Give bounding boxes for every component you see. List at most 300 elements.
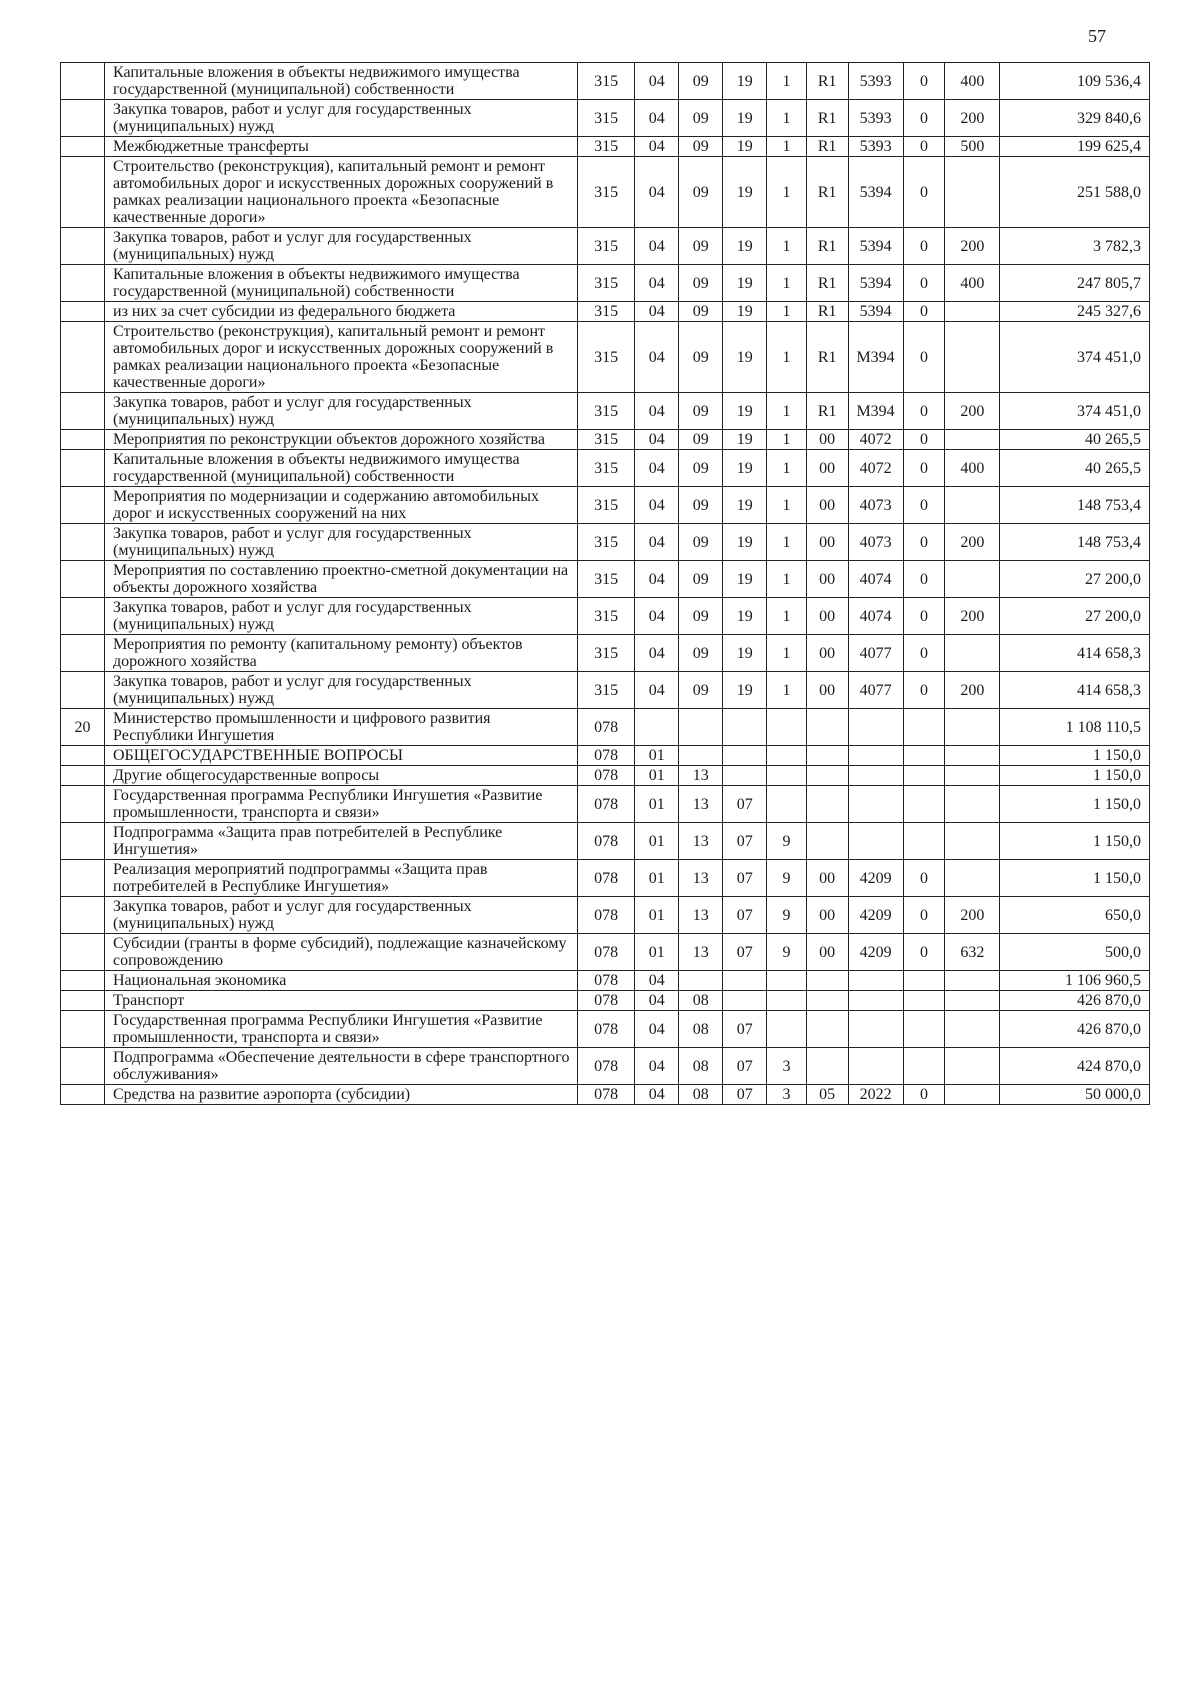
activity-code-cell xyxy=(806,1011,848,1048)
program-code-cell: 19 xyxy=(723,393,767,430)
subprogram-code-cell xyxy=(767,991,807,1011)
subsection-code-cell xyxy=(679,709,723,746)
expense-type-cell: 200 xyxy=(945,228,1000,265)
section-code-cell: 01 xyxy=(635,823,679,860)
amount-cell: 27 200,0 xyxy=(1000,561,1150,598)
expense-type-cell xyxy=(945,302,1000,322)
ministry-code-cell: 315 xyxy=(578,265,635,302)
table-row xyxy=(61,393,1150,430)
expense-type-cell: 632 xyxy=(945,934,1000,971)
subprogram-code-cell: 3 xyxy=(767,1085,807,1105)
ministry-code-cell: 078 xyxy=(578,746,635,766)
table-row xyxy=(61,63,1150,100)
item-name-cell: Межбюджетные трансферты xyxy=(105,137,578,157)
subprogram-code-cell: 9 xyxy=(767,934,807,971)
section-code-cell: 04 xyxy=(635,157,679,228)
item-name-cell: Закупка товаров, работ и услуг для государственных (муниципальных) нужд xyxy=(105,393,578,430)
row-number-cell xyxy=(61,393,105,430)
subsection-code-cell: 09 xyxy=(679,322,723,393)
subsection-code-cell: 13 xyxy=(679,786,723,823)
section-code-cell: 04 xyxy=(635,265,679,302)
activity-code-cell: R1 xyxy=(806,137,848,157)
item-name-cell: Строительство (реконструкция), капитальный ремонт и ремонт автомобильных дорог и искусственных дорожных сооружений в рамках реализации национального проекта «Безопасные качественные дороги» xyxy=(105,157,578,228)
program-code-cell: 07 xyxy=(723,897,767,934)
subsection-code-cell: 08 xyxy=(679,1011,723,1048)
direction-code-cell xyxy=(848,991,903,1011)
program-code-cell xyxy=(723,971,767,991)
program-code-cell: 19 xyxy=(723,430,767,450)
row-number-cell xyxy=(61,746,105,766)
subsection-code-cell: 08 xyxy=(679,1085,723,1105)
item-name-cell: Реализация мероприятий подпрограммы «Защита прав потребителей в Республике Ингушетия» xyxy=(105,860,578,897)
table-row xyxy=(61,450,1150,487)
direction-code-cell: M394 xyxy=(848,322,903,393)
table-row xyxy=(61,100,1150,137)
ministry-code-cell: 078 xyxy=(578,786,635,823)
amount-cell: 426 870,0 xyxy=(1000,991,1150,1011)
program-code-cell: 19 xyxy=(723,635,767,672)
row-number-cell: 20 xyxy=(61,709,105,746)
row-number-cell xyxy=(61,487,105,524)
ministry-code-cell: 315 xyxy=(578,561,635,598)
extra-code-cell: 0 xyxy=(903,137,945,157)
expense-type-cell: 200 xyxy=(945,524,1000,561)
section-code-cell: 04 xyxy=(635,450,679,487)
page-number: 57 xyxy=(1088,26,1106,46)
program-code-cell: 19 xyxy=(723,63,767,100)
amount-cell: 40 265,5 xyxy=(1000,450,1150,487)
extra-code-cell: 0 xyxy=(903,228,945,265)
direction-code-cell: 4072 xyxy=(848,430,903,450)
activity-code-cell xyxy=(806,786,848,823)
program-code-cell: 07 xyxy=(723,934,767,971)
item-name-cell: Мероприятия по ремонту (капитальному ремонту) объектов дорожного хозяйства xyxy=(105,635,578,672)
item-name-cell: Субсидии (гранты в форме субсидий), подлежащие казначейскому сопровождению xyxy=(105,934,578,971)
row-number-cell xyxy=(61,971,105,991)
item-name-cell: Подпрограмма «Обеспечение деятельности в сфере транспортного обслуживания» xyxy=(105,1048,578,1085)
expense-type-cell xyxy=(945,971,1000,991)
amount-cell: 50 000,0 xyxy=(1000,1085,1150,1105)
subprogram-code-cell: 1 xyxy=(767,228,807,265)
extra-code-cell: 0 xyxy=(903,860,945,897)
table-row xyxy=(61,302,1150,322)
row-number-cell xyxy=(61,265,105,302)
expense-type-cell: 200 xyxy=(945,672,1000,709)
section-code-cell xyxy=(635,709,679,746)
subsection-code-cell: 13 xyxy=(679,766,723,786)
expense-type-cell xyxy=(945,487,1000,524)
row-number-cell xyxy=(61,934,105,971)
ministry-code-cell: 315 xyxy=(578,598,635,635)
direction-code-cell: 5393 xyxy=(848,137,903,157)
table-row xyxy=(61,766,1150,786)
subprogram-code-cell: 9 xyxy=(767,860,807,897)
section-code-cell: 04 xyxy=(635,1085,679,1105)
table-row xyxy=(61,430,1150,450)
extra-code-cell: 0 xyxy=(903,635,945,672)
row-number-cell xyxy=(61,823,105,860)
amount-cell: 1 150,0 xyxy=(1000,746,1150,766)
table-row xyxy=(61,635,1150,672)
item-name-cell: Мероприятия по модернизации и содержанию автомобильных дорог и искусственных сооружений на них xyxy=(105,487,578,524)
amount-cell: 40 265,5 xyxy=(1000,430,1150,450)
ministry-code-cell: 078 xyxy=(578,766,635,786)
expense-type-cell: 200 xyxy=(945,897,1000,934)
subsection-code-cell: 09 xyxy=(679,157,723,228)
subsection-code-cell xyxy=(679,746,723,766)
subprogram-code-cell: 1 xyxy=(767,430,807,450)
expense-type-cell xyxy=(945,1048,1000,1085)
program-code-cell: 19 xyxy=(723,598,767,635)
row-number-cell xyxy=(61,598,105,635)
extra-code-cell: 0 xyxy=(903,100,945,137)
ministry-code-cell: 315 xyxy=(578,228,635,265)
section-code-cell: 04 xyxy=(635,100,679,137)
item-name-cell: Строительство (реконструкция), капитальный ремонт и ремонт автомобильных дорог и искусственных дорожных сооружений в рамках реализации национального проекта «Безопасные качественные дороги» xyxy=(105,322,578,393)
extra-code-cell xyxy=(903,786,945,823)
direction-code-cell xyxy=(848,746,903,766)
direction-code-cell: 4077 xyxy=(848,635,903,672)
subprogram-code-cell: 1 xyxy=(767,598,807,635)
extra-code-cell: 0 xyxy=(903,1085,945,1105)
subsection-code-cell: 13 xyxy=(679,897,723,934)
expense-type-cell: 500 xyxy=(945,137,1000,157)
extra-code-cell xyxy=(903,971,945,991)
direction-code-cell: 4209 xyxy=(848,934,903,971)
activity-code-cell: R1 xyxy=(806,157,848,228)
row-number-cell xyxy=(61,1048,105,1085)
row-number-cell xyxy=(61,63,105,100)
item-name-cell: Государственная программа Республики Ингушетия «Развитие промышленности, транспорта и связи» xyxy=(105,786,578,823)
section-code-cell: 04 xyxy=(635,1048,679,1085)
direction-code-cell xyxy=(848,1011,903,1048)
item-name-cell: Капитальные вложения в объекты недвижимого имущества государственной (муниципальной) собственности xyxy=(105,450,578,487)
direction-code-cell xyxy=(848,786,903,823)
direction-code-cell xyxy=(848,823,903,860)
expense-type-cell xyxy=(945,786,1000,823)
table-row xyxy=(61,322,1150,393)
ministry-code-cell: 315 xyxy=(578,635,635,672)
item-name-cell: Другие общегосударственные вопросы xyxy=(105,766,578,786)
ministry-code-cell: 315 xyxy=(578,63,635,100)
section-code-cell: 01 xyxy=(635,766,679,786)
section-code-cell: 04 xyxy=(635,672,679,709)
row-number-cell xyxy=(61,897,105,934)
row-number-cell xyxy=(61,786,105,823)
subsection-code-cell: 13 xyxy=(679,934,723,971)
direction-code-cell: 5394 xyxy=(848,302,903,322)
program-code-cell: 19 xyxy=(723,561,767,598)
expense-type-cell: 200 xyxy=(945,598,1000,635)
subprogram-code-cell: 9 xyxy=(767,823,807,860)
row-number-cell xyxy=(61,322,105,393)
section-code-cell: 04 xyxy=(635,228,679,265)
section-code-cell: 04 xyxy=(635,598,679,635)
item-name-cell: Транспорт xyxy=(105,991,578,1011)
activity-code-cell: R1 xyxy=(806,322,848,393)
item-name-cell: из них за счет субсидии из федерального бюджета xyxy=(105,302,578,322)
direction-code-cell: 5394 xyxy=(848,157,903,228)
direction-code-cell: M394 xyxy=(848,393,903,430)
subsection-code-cell: 09 xyxy=(679,598,723,635)
table-row xyxy=(61,709,1150,746)
amount-cell: 374 451,0 xyxy=(1000,393,1150,430)
subsection-code-cell: 09 xyxy=(679,228,723,265)
extra-code-cell: 0 xyxy=(903,450,945,487)
expense-type-cell xyxy=(945,561,1000,598)
subprogram-code-cell xyxy=(767,786,807,823)
subprogram-code-cell: 1 xyxy=(767,63,807,100)
amount-cell: 1 106 960,5 xyxy=(1000,971,1150,991)
program-code-cell: 19 xyxy=(723,137,767,157)
ministry-code-cell: 078 xyxy=(578,897,635,934)
activity-code-cell xyxy=(806,823,848,860)
extra-code-cell xyxy=(903,709,945,746)
subprogram-code-cell: 1 xyxy=(767,635,807,672)
item-name-cell: Закупка товаров, работ и услуг для государственных (муниципальных) нужд xyxy=(105,598,578,635)
program-code-cell: 19 xyxy=(723,100,767,137)
activity-code-cell: 00 xyxy=(806,672,848,709)
program-code-cell: 19 xyxy=(723,228,767,265)
program-code-cell xyxy=(723,991,767,1011)
table-row xyxy=(61,672,1150,709)
subprogram-code-cell xyxy=(767,1011,807,1048)
ministry-code-cell: 315 xyxy=(578,393,635,430)
program-code-cell: 19 xyxy=(723,672,767,709)
amount-cell: 650,0 xyxy=(1000,897,1150,934)
extra-code-cell: 0 xyxy=(903,672,945,709)
expense-type-cell xyxy=(945,746,1000,766)
program-code-cell xyxy=(723,766,767,786)
activity-code-cell xyxy=(806,971,848,991)
activity-code-cell: 00 xyxy=(806,561,848,598)
ministry-code-cell: 315 xyxy=(578,157,635,228)
expense-type-cell xyxy=(945,860,1000,897)
extra-code-cell: 0 xyxy=(903,487,945,524)
table-row xyxy=(61,860,1150,897)
row-number-cell xyxy=(61,137,105,157)
extra-code-cell xyxy=(903,766,945,786)
direction-code-cell: 5394 xyxy=(848,265,903,302)
direction-code-cell xyxy=(848,709,903,746)
row-number-cell xyxy=(61,100,105,137)
program-code-cell: 19 xyxy=(723,450,767,487)
activity-code-cell xyxy=(806,766,848,786)
activity-code-cell xyxy=(806,746,848,766)
ministry-code-cell: 315 xyxy=(578,302,635,322)
subprogram-code-cell xyxy=(767,971,807,991)
direction-code-cell xyxy=(848,766,903,786)
subprogram-code-cell: 1 xyxy=(767,524,807,561)
subprogram-code-cell: 1 xyxy=(767,322,807,393)
extra-code-cell: 0 xyxy=(903,561,945,598)
subsection-code-cell: 13 xyxy=(679,860,723,897)
item-name-cell: Капитальные вложения в объекты недвижимого имущества государственной (муниципальной) собственности xyxy=(105,63,578,100)
section-code-cell: 04 xyxy=(635,635,679,672)
program-code-cell xyxy=(723,746,767,766)
ministry-code-cell: 078 xyxy=(578,1085,635,1105)
extra-code-cell xyxy=(903,823,945,860)
expense-type-cell: 400 xyxy=(945,63,1000,100)
program-code-cell: 19 xyxy=(723,524,767,561)
program-code-cell: 07 xyxy=(723,860,767,897)
direction-code-cell: 2022 xyxy=(848,1085,903,1105)
activity-code-cell: R1 xyxy=(806,100,848,137)
extra-code-cell xyxy=(903,991,945,1011)
amount-cell: 148 753,4 xyxy=(1000,524,1150,561)
program-code-cell: 19 xyxy=(723,302,767,322)
table-row xyxy=(61,524,1150,561)
amount-cell: 1 150,0 xyxy=(1000,766,1150,786)
expense-type-cell xyxy=(945,1011,1000,1048)
subprogram-code-cell xyxy=(767,746,807,766)
item-name-cell: ОБЩЕГОСУДАРСТВЕННЫЕ ВОПРОСЫ xyxy=(105,746,578,766)
subprogram-code-cell: 1 xyxy=(767,450,807,487)
section-code-cell: 04 xyxy=(635,561,679,598)
amount-cell: 3 782,3 xyxy=(1000,228,1150,265)
expense-type-cell xyxy=(945,1085,1000,1105)
program-code-cell: 07 xyxy=(723,786,767,823)
activity-code-cell: 00 xyxy=(806,635,848,672)
subsection-code-cell: 09 xyxy=(679,302,723,322)
item-name-cell: Закупка товаров, работ и услуг для государственных (муниципальных) нужд xyxy=(105,672,578,709)
row-number-cell xyxy=(61,450,105,487)
extra-code-cell: 0 xyxy=(903,897,945,934)
activity-code-cell: 05 xyxy=(806,1085,848,1105)
amount-cell: 251 588,0 xyxy=(1000,157,1150,228)
section-code-cell: 04 xyxy=(635,393,679,430)
expense-type-cell: 200 xyxy=(945,393,1000,430)
amount-cell: 1 150,0 xyxy=(1000,860,1150,897)
item-name-cell: Подпрограмма «Защита прав потребителей в Республике Ингушетия» xyxy=(105,823,578,860)
extra-code-cell xyxy=(903,1011,945,1048)
table-row xyxy=(61,971,1150,991)
activity-code-cell: 00 xyxy=(806,524,848,561)
expense-type-cell xyxy=(945,709,1000,746)
section-code-cell: 04 xyxy=(635,487,679,524)
direction-code-cell: 4074 xyxy=(848,598,903,635)
extra-code-cell: 0 xyxy=(903,157,945,228)
item-name-cell: Мероприятия по составлению проектно-сметной документации на объекты дорожного хозяйства xyxy=(105,561,578,598)
subsection-code-cell xyxy=(679,971,723,991)
extra-code-cell: 0 xyxy=(903,63,945,100)
subsection-code-cell: 09 xyxy=(679,393,723,430)
expense-type-cell xyxy=(945,991,1000,1011)
ministry-code-cell: 078 xyxy=(578,991,635,1011)
item-name-cell: Государственная программа Республики Ингушетия «Развитие промышленности, транспорта и связи» xyxy=(105,1011,578,1048)
table-row xyxy=(61,897,1150,934)
extra-code-cell: 0 xyxy=(903,393,945,430)
program-code-cell xyxy=(723,709,767,746)
ministry-code-cell: 078 xyxy=(578,1048,635,1085)
direction-code-cell: 4209 xyxy=(848,860,903,897)
direction-code-cell: 5393 xyxy=(848,100,903,137)
subprogram-code-cell: 1 xyxy=(767,302,807,322)
activity-code-cell xyxy=(806,709,848,746)
direction-code-cell: 4073 xyxy=(848,487,903,524)
row-number-cell xyxy=(61,1085,105,1105)
activity-code-cell: 00 xyxy=(806,430,848,450)
amount-cell: 247 805,7 xyxy=(1000,265,1150,302)
table-row xyxy=(61,561,1150,598)
table-row xyxy=(61,157,1150,228)
row-number-cell xyxy=(61,430,105,450)
amount-cell: 374 451,0 xyxy=(1000,322,1150,393)
subsection-code-cell: 09 xyxy=(679,561,723,598)
ministry-code-cell: 315 xyxy=(578,487,635,524)
item-name-cell: Закупка товаров, работ и услуг для государственных (муниципальных) нужд xyxy=(105,100,578,137)
item-name-cell: Закупка товаров, работ и услуг для государственных (муниципальных) нужд xyxy=(105,897,578,934)
subprogram-code-cell: 1 xyxy=(767,137,807,157)
activity-code-cell: R1 xyxy=(806,63,848,100)
activity-code-cell: 00 xyxy=(806,487,848,524)
amount-cell: 500,0 xyxy=(1000,934,1150,971)
amount-cell: 1 150,0 xyxy=(1000,823,1150,860)
program-code-cell: 07 xyxy=(723,1048,767,1085)
table-row xyxy=(61,265,1150,302)
ministry-code-cell: 078 xyxy=(578,971,635,991)
extra-code-cell: 0 xyxy=(903,302,945,322)
subsection-code-cell: 08 xyxy=(679,991,723,1011)
item-name-cell: Министерство промышленности и цифрового развития Республики Ингушетия xyxy=(105,709,578,746)
table-row xyxy=(61,934,1150,971)
expense-type-cell: 400 xyxy=(945,450,1000,487)
subprogram-code-cell xyxy=(767,766,807,786)
direction-code-cell: 4073 xyxy=(848,524,903,561)
row-number-cell xyxy=(61,766,105,786)
subprogram-code-cell: 1 xyxy=(767,561,807,598)
ministry-code-cell: 315 xyxy=(578,524,635,561)
program-code-cell: 07 xyxy=(723,1011,767,1048)
activity-code-cell: R1 xyxy=(806,393,848,430)
row-number-cell xyxy=(61,1011,105,1048)
ministry-code-cell: 315 xyxy=(578,100,635,137)
section-code-cell: 01 xyxy=(635,786,679,823)
subsection-code-cell: 09 xyxy=(679,487,723,524)
expense-type-cell: 400 xyxy=(945,265,1000,302)
amount-cell: 414 658,3 xyxy=(1000,635,1150,672)
row-number-cell xyxy=(61,672,105,709)
row-number-cell xyxy=(61,860,105,897)
activity-code-cell: R1 xyxy=(806,228,848,265)
table-row xyxy=(61,1048,1150,1085)
section-code-cell: 04 xyxy=(635,991,679,1011)
table-row xyxy=(61,991,1150,1011)
section-code-cell: 01 xyxy=(635,860,679,897)
ministry-code-cell: 078 xyxy=(578,823,635,860)
extra-code-cell: 0 xyxy=(903,934,945,971)
budget-table xyxy=(60,62,1150,1105)
subprogram-code-cell: 1 xyxy=(767,157,807,228)
amount-cell: 27 200,0 xyxy=(1000,598,1150,635)
ministry-code-cell: 078 xyxy=(578,1011,635,1048)
subsection-code-cell: 09 xyxy=(679,450,723,487)
direction-code-cell: 4077 xyxy=(848,672,903,709)
subsection-code-cell: 09 xyxy=(679,635,723,672)
row-number-cell xyxy=(61,157,105,228)
table-row xyxy=(61,137,1150,157)
ministry-code-cell: 078 xyxy=(578,709,635,746)
section-code-cell: 04 xyxy=(635,524,679,561)
ministry-code-cell: 315 xyxy=(578,137,635,157)
extra-code-cell: 0 xyxy=(903,598,945,635)
extra-code-cell: 0 xyxy=(903,524,945,561)
program-code-cell: 19 xyxy=(723,157,767,228)
row-number-cell xyxy=(61,991,105,1011)
expense-type-cell xyxy=(945,635,1000,672)
extra-code-cell: 0 xyxy=(903,265,945,302)
subprogram-code-cell: 1 xyxy=(767,100,807,137)
